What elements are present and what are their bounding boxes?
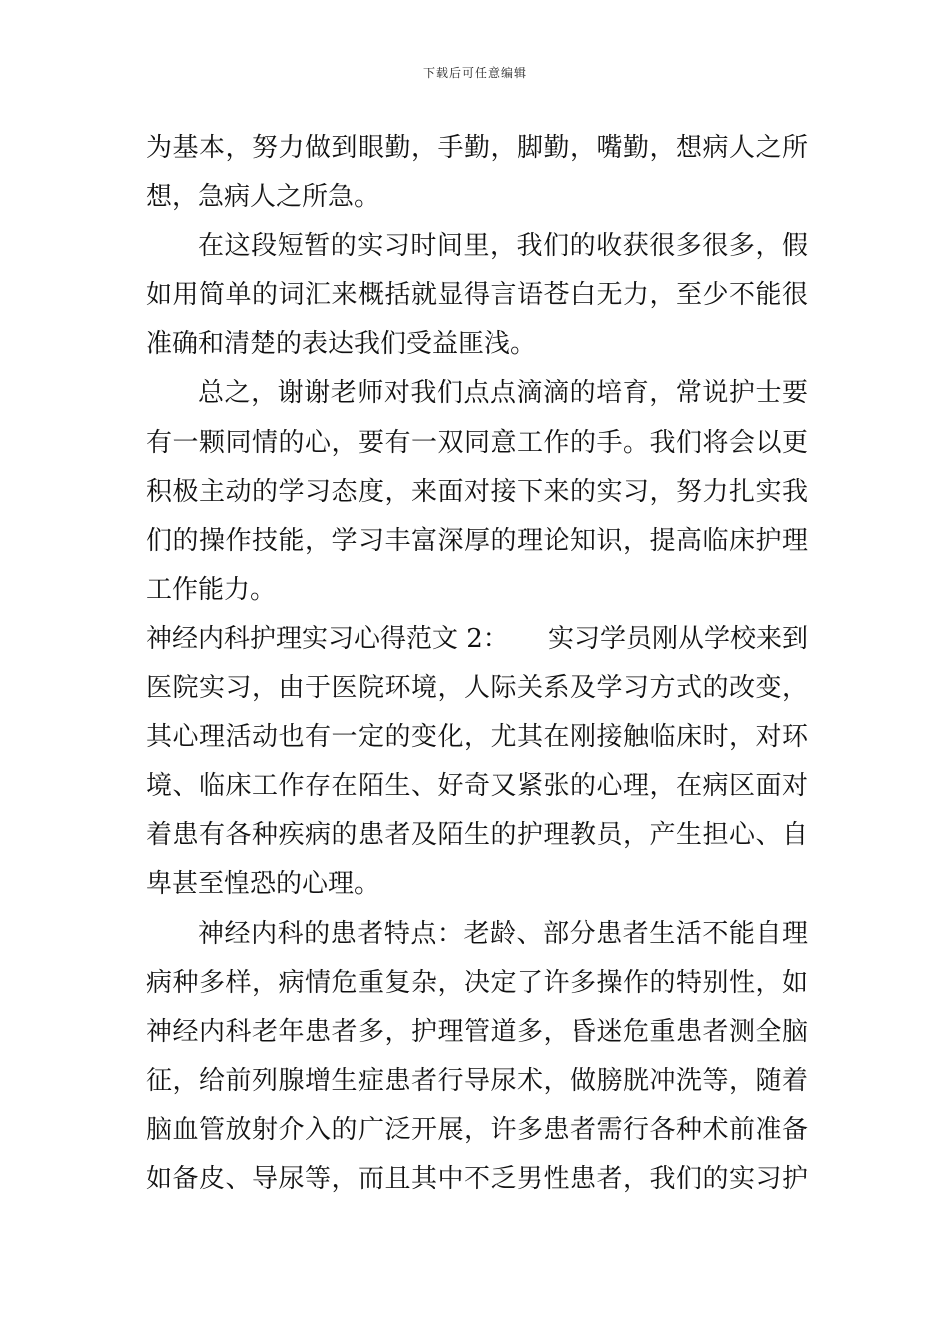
text-line: 在这段短暂的实习时间里，我们的收获很多很多，假 <box>198 231 808 262</box>
text-line: 病种多样，病情危重复杂，决定了许多操作的特别性，如 <box>146 967 808 998</box>
text-line: 积极主动的学习态度，来面对接下来的实习，努力扎实我 <box>146 476 808 507</box>
text-line: 神经内科老年患者多，护理管道多，昏迷危重患者测全脑 <box>146 1016 808 1047</box>
text-line: 如备皮、导尿等，而且其中不乏男性患者，我们的实习护 <box>146 1163 808 1194</box>
text-line: 着患有各种疾病的患者及陌生的护理教员，产生担心、自 <box>146 820 808 851</box>
text-line: 征，给前列腺增生症患者行导尿术，做膀胱冲洗等，随着 <box>146 1065 808 1096</box>
text-line: 境、临床工作存在陌生、好奇又紧张的心理，在病区面对 <box>146 771 808 802</box>
page-header: 下载后可任意编辑 <box>422 66 527 80</box>
text-line: 准确和清楚的表达我们受益匪浅。 <box>146 329 537 360</box>
text-line: 有一颗同情的心，要有一双同意工作的手。我们将会以更 <box>146 427 808 458</box>
text-line: 神经内科的患者特点：老龄、部分患者生活不能自理 <box>198 918 808 949</box>
text-line: 们的操作技能，学习丰富深厚的理论知识，提高临床护理 <box>146 525 808 556</box>
text-fragment: 实习学员刚从学校来到 <box>547 623 808 654</box>
text-line: 卑甚至惶恐的心理。 <box>146 869 381 900</box>
text-line: 脑血管放射介入的广泛开展，许多患者需行各种术前准备 <box>146 1114 808 1145</box>
text-line: 为基本，努力做到眼勤，手勤，脚勤，嘴勤，想病人之所 <box>146 133 808 163</box>
text-line: 工作能力。 <box>146 574 277 605</box>
document-body <box>146 124 808 1204</box>
text-line: 医院实习，由于医院环境，人际关系及学习方式的改变， <box>146 673 808 704</box>
section-heading-line <box>146 615 808 664</box>
text-line: 其心理活动也有一定的变化，尤其在刚接触临床时，对环 <box>146 722 808 753</box>
text-line: 想，急病人之所急。 <box>146 182 381 213</box>
text-line: 如用简单的词汇来概括就显得言语苍白无力，至少不能很 <box>146 280 808 311</box>
section-heading: 神经内科护理实习心得范文 2： <box>146 623 509 654</box>
text-line: 总之，谢谢老师对我们点点滴滴的培育，常说护士要 <box>198 378 808 409</box>
